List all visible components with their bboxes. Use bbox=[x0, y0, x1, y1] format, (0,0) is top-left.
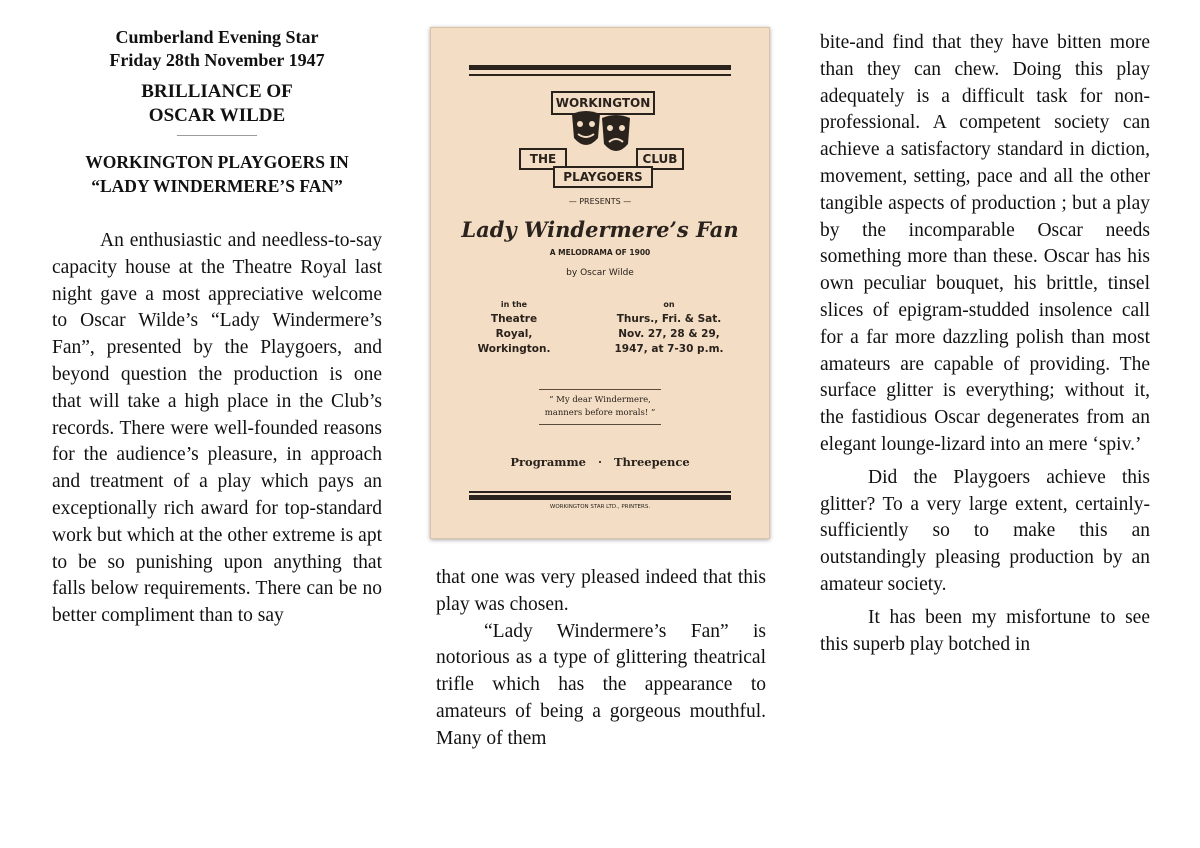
venue-block bbox=[469, 297, 559, 357]
play-subtitle: A MELODRAMA OF 1900 bbox=[549, 248, 651, 257]
article-column-2 bbox=[436, 565, 766, 753]
dates-line-4: 1947, at 7-30 p.m. bbox=[614, 343, 724, 355]
paragraph-2: “Lady Windermere’s Fan” is notorious as a type of glittering theatrical trifle which has the appearance to amateurs of being a gorgeous mouthful. Many of them bbox=[436, 620, 766, 749]
quote-line-2: manners before morals! ” bbox=[544, 408, 656, 418]
venue-line-1: in the bbox=[500, 300, 528, 309]
bottom-rule bbox=[469, 495, 731, 500]
paragraph-2-continued: bite-and find that they have bitten more than they can chew. Doing this play adequately is a difficult task for non-professional. A competent society can achieve a satisfactory standard in diction, movement, setting, pace and all the other tangible aspects of production ; but a play by the incomparable Oscar needs something more than these. Oscar has his own peculiar bouquet, his brittle, tinsel slices of epigram-studded insolence call for a far more dazzling polish than most amateurs are capable of providing. The surface glitter is everything; without it, the fastidious Oscar degenerates from an elegant lounge-lizard into an mere ‘spiv.’ bbox=[820, 32, 1150, 455]
presents-label: — PRESENTS — bbox=[568, 197, 632, 206]
price-label-left: Programme bbox=[510, 455, 586, 469]
dates-line-2: Thurs., Fri. & Sat. bbox=[616, 313, 722, 325]
article-column-1 bbox=[52, 26, 382, 630]
venue-line-3: Royal, bbox=[495, 328, 533, 340]
play-author: by Oscar Wilde bbox=[566, 268, 634, 278]
club-name-left: THE bbox=[519, 148, 567, 170]
paragraph-1-continued: that one was very pleased indeed that this play was chosen. bbox=[436, 567, 766, 615]
paragraph-4: It has been my misfortune to see this superb play botched in bbox=[820, 606, 1150, 655]
price-label-right: Threepence bbox=[613, 455, 690, 469]
club-name-right: CLUB bbox=[636, 148, 684, 170]
printer-credit: WORKINGTON STAR LTD., PRINTERS. bbox=[549, 504, 651, 510]
paragraph-3: Did the Playgoers achieve this glitter? To a very large extent, certainly-sufficiently so to make this an outstandingly pleasing production by an amateur society. bbox=[820, 466, 1150, 595]
venue-line-4: Workington. bbox=[477, 343, 551, 355]
subheadline-line-2: “LADY WINDERMERE’S FAN” bbox=[91, 176, 343, 196]
headline-line-1: BRILLIANCE OF bbox=[141, 81, 293, 102]
paragraph-1: An enthusiastic and needless-to-say capacity house at the Theatre Royal last night gave a most appreciative welcome to Oscar Wilde’s “Lady Windermere’s Fan”, presented by the Playgoers, and beyond question the production is one that will take a high place in the Club’s records. There were well-founded reasons for the audience’s pleasure, in approach and treatment of a play which pays an exceptionally rich award for top-standard work but which at the other extreme is apt to be so punishing upon anything that falls below requirements. There can be no better compliment than to say bbox=[52, 230, 382, 627]
dates-line-1: on bbox=[663, 300, 675, 309]
club-name-bottom: PLAYGOERS bbox=[553, 166, 653, 188]
newspaper-name: Cumberland Evening Star bbox=[115, 27, 319, 47]
dates-line-3: Nov. 27, 28 & 29, bbox=[618, 328, 720, 340]
quote-rule-bottom bbox=[539, 424, 661, 425]
theatre-masks-icon bbox=[568, 108, 634, 164]
play-title: Lady Windermere’s Fan bbox=[461, 217, 739, 242]
publication-date: Friday 28th November 1947 bbox=[109, 50, 325, 70]
quote-rule-top bbox=[539, 389, 661, 390]
price-line bbox=[431, 455, 769, 469]
club-name-top: WORKINGTON bbox=[551, 91, 655, 115]
headline-line-2: OSCAR WILDE bbox=[148, 105, 286, 126]
quote-line-1: “ My dear Windermere, bbox=[549, 395, 651, 405]
article-column-3 bbox=[820, 30, 1150, 658]
theatre-programme-image bbox=[430, 27, 770, 539]
headline-divider: ———————— bbox=[177, 130, 257, 141]
top-rule-thin bbox=[469, 74, 731, 76]
venue-line-2: Theatre bbox=[490, 313, 538, 325]
bottom-rule-thin bbox=[469, 491, 731, 493]
subheadline-line-1: WORKINGTON PLAYGOERS IN bbox=[85, 152, 349, 172]
dates-block bbox=[609, 297, 729, 357]
top-rule bbox=[469, 65, 731, 70]
price-separator: · bbox=[597, 455, 602, 469]
